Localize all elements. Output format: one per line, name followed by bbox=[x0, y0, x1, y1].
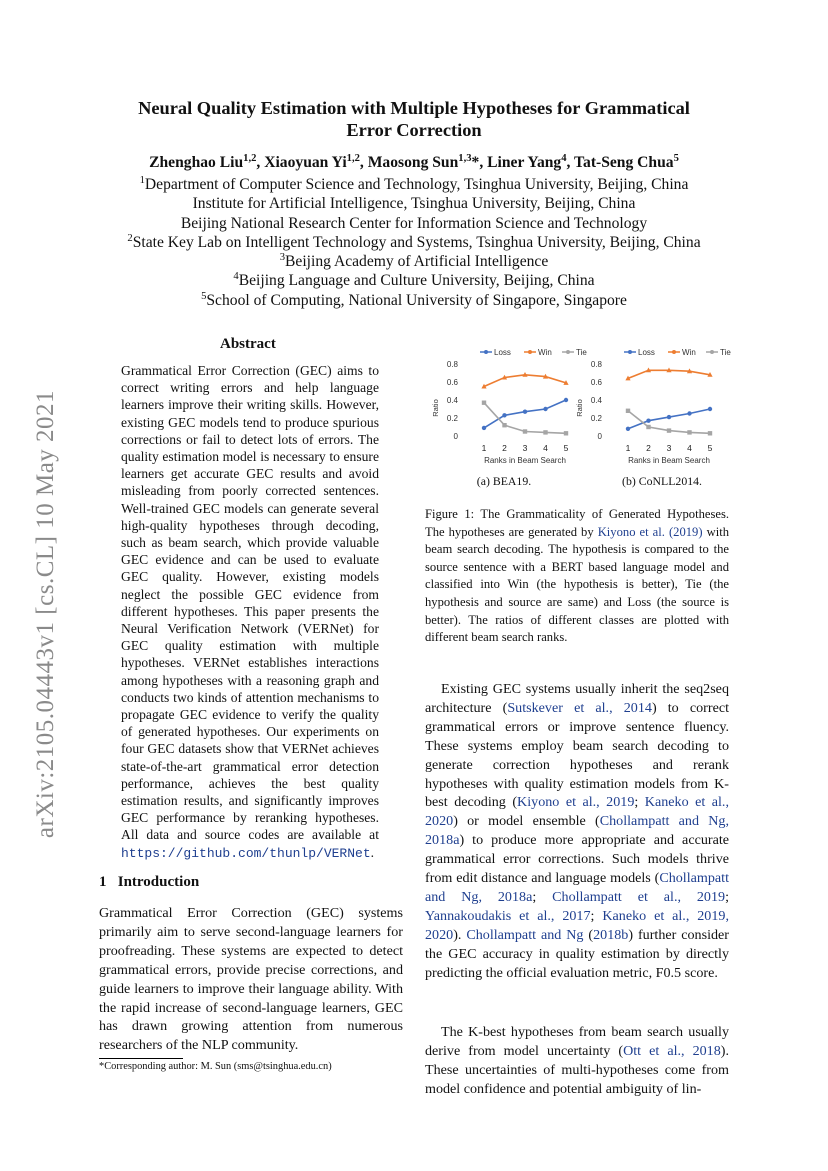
legend-label-win: Win bbox=[682, 348, 696, 357]
x-tick-label: 2 bbox=[502, 443, 507, 453]
citation-link[interactable]: Yannakoudakis et al., 2017 bbox=[425, 907, 591, 924]
x-tick-label: 3 bbox=[666, 443, 672, 453]
introduction-paragraph: Grammatical Error Correction (GEC) systems primarily aim to serve second-language learners for proofreading. These systems are expected to detect grammatical errors, provide precise corrections, and guide learners to improve their language ability. With the rapid increase of second-language learners, GEC has drawn growing attention from numerous researchers of the NLP community. bbox=[99, 905, 403, 1054]
author-affiliation-mark: 1,3 bbox=[458, 152, 472, 164]
legend-marker bbox=[628, 350, 632, 354]
affiliation-list bbox=[60, 175, 768, 310]
legend-marker bbox=[484, 350, 488, 354]
text-run: ( bbox=[583, 926, 594, 943]
data-point-loss bbox=[523, 410, 527, 414]
citation-link[interactable]: Kiyono et al., 2019 bbox=[517, 794, 635, 811]
text-run: ; bbox=[725, 888, 729, 905]
y-axis-label: Ratio bbox=[431, 399, 440, 417]
affiliation-line: $^1$Department of Computer Science and Technology, Tsinghua University, Beijing, China bbox=[139, 174, 689, 193]
text-run: ). bbox=[453, 926, 467, 943]
data-point-tie bbox=[523, 429, 527, 433]
x-tick-label: 2 bbox=[646, 443, 651, 453]
legend-marker bbox=[528, 350, 532, 354]
legend-label-loss: Loss bbox=[494, 348, 511, 357]
author-name: Zhenghao Liu bbox=[149, 154, 244, 171]
text-run: with beam search decoding. The hypothesis is compared to the source sentence with a BERT based language model and classified into Win (the hypothesis is better), Tie (the hypothesis and source are same) and Loss (the source is better). The ratios of different classes are plotted with different beam search ranks. bbox=[425, 524, 729, 645]
x-tick-label: 4 bbox=[543, 443, 548, 453]
chart-conll2014 bbox=[568, 340, 731, 470]
subcaption-bea19: (a) BEA19. bbox=[476, 474, 532, 488]
data-point-tie bbox=[687, 430, 691, 434]
section-number: 1 bbox=[99, 874, 107, 890]
text-run: ). These uncertainties of multi-hypotheses come from model confidence and potential ambiguity of lin- bbox=[425, 1042, 729, 1097]
data-point-tie bbox=[502, 423, 506, 427]
y-tick-label: 0.2 bbox=[446, 414, 458, 423]
x-tick-label: 5 bbox=[563, 443, 569, 453]
x-tick-label: 3 bbox=[522, 443, 528, 453]
citation-link[interactable]: Chollampatt and Ng bbox=[466, 926, 584, 943]
text-run: ) to produce more appropriate and accurate grammatical error corrections. Such models thrive from edit distance and language models ( bbox=[425, 832, 729, 887]
y-axis-label: Ratio bbox=[575, 399, 584, 417]
figure-caption bbox=[425, 506, 729, 647]
abstract-text: Grammatical Error Correction (GEC) aims to correct writing errors and help language learners improve their writing skills. However, existing GEC models tend to produce spurious corrections or fail to detect lots of errors. The quality estimation model is necessary to ensure learners get accurate GEC results and avoid misleading from poorly corrected sentences. Well-trained GEC models can generate several high-quality hypotheses through decoding, such as beam search, which provide valuable GEC evidence and can be used to evaluate GEC quality. However, existing models neglect the possible GEC evidence from different hypotheses. This paper presents the Neural Verification Network (VERNet) for GEC quality estimation with multiple hypotheses. VERNet establishes interactions among hypotheses with a reasoning graph and conducts two kinds of attention mechanisms to propagate GEC evidence to verify the quality of generated hypotheses. Our experiments on four GEC datasets show that VERNet achieves state-of-the-art grammatical error detection performance, achieves the best quality estimation results, and significantly improves GEC performance by reranking hypotheses. All data and source codes are available at bbox=[121, 363, 379, 843]
data-point-tie bbox=[626, 409, 630, 413]
text-run: Figure 1: The Grammaticality of Generated Hypotheses. The hypotheses are generated by bbox=[425, 507, 729, 539]
y-tick-label: 0 bbox=[597, 432, 602, 441]
text-run: ) further consider the GEC accuracy in quality estimation by directly predicting the official evaluation metric, F0.5 score. bbox=[425, 926, 729, 981]
abstract-body bbox=[121, 362, 379, 862]
affiliation-line: $^5$School of Computing, National University of Singapore, Singapore bbox=[201, 290, 627, 309]
citation-link[interactable]: Kaneko et al., 2019, 2020 bbox=[425, 907, 729, 943]
footnote: *Corresponding author: M. Sun (sms@tsinghua.edu.cn) bbox=[99, 1061, 332, 1072]
text-run: ; bbox=[590, 907, 603, 924]
affiliation-line: $^2$State Key Lab on Intelligent Technology and Systems, Tsinghua University, Beijing, China bbox=[127, 232, 701, 251]
citation-link[interactable]: Chollampatt and Ng, 2018a bbox=[425, 813, 729, 849]
y-tick-label: 0.8 bbox=[590, 360, 602, 369]
data-point-tie bbox=[708, 431, 712, 435]
title-line: Error Correction bbox=[346, 120, 482, 140]
author-list: Zhenghao Liu$^{1,2}$, Xiaoyuan Yi$^{1,2}$, Maosong Sun$^{1,3}$*, Liner Yang$^4$, Tat-Seng Chua$^5$ bbox=[149, 152, 679, 171]
author-affiliation-mark: 1,2 bbox=[346, 152, 360, 164]
legend-label-win: Win bbox=[538, 348, 552, 357]
abstract-end: . bbox=[370, 844, 375, 860]
legend-label-tie: Tie bbox=[576, 348, 587, 357]
citation-link[interactable]: 2018b bbox=[593, 926, 629, 943]
text-run: The K-best hypotheses from beam search usually derive from model uncertainty ( bbox=[425, 1024, 729, 1059]
citation-link[interactable]: Sutskever et al., 2014 bbox=[507, 699, 652, 716]
author-name: Tat-Seng Chua bbox=[574, 154, 674, 171]
x-tick-label: 1 bbox=[625, 443, 631, 453]
author-name: Liner Yang bbox=[487, 154, 562, 171]
data-point-loss bbox=[482, 426, 486, 430]
series-line-tie bbox=[484, 403, 566, 434]
author-affiliation-mark: 4 bbox=[561, 152, 567, 164]
x-tick-label: 1 bbox=[481, 443, 487, 453]
right-paragraph-1 bbox=[425, 680, 729, 983]
text-run: ) or model ensemble ( bbox=[453, 813, 600, 830]
y-tick-label: 0.4 bbox=[590, 396, 602, 405]
author-name: Maosong Sun bbox=[367, 154, 459, 171]
x-tick-label: 4 bbox=[687, 443, 692, 453]
x-axis-label: Ranks in Beam Search bbox=[484, 456, 566, 465]
data-point-loss bbox=[646, 419, 650, 423]
citation-link[interactable]: Ott et al., 2018 bbox=[623, 1042, 721, 1059]
text-run: ) to correct grammatical errors or improve sentence fluency. These systems employ beam search decoding to generate correction hypotheses and rerank hypotheses with quality estimation models from K-best decoding ( bbox=[425, 699, 729, 811]
data-point-loss bbox=[687, 411, 691, 415]
y-tick-label: 0.4 bbox=[446, 396, 458, 405]
abstract-heading: Abstract bbox=[220, 336, 276, 352]
citation-link[interactable]: Chollampatt and Ng, 2018a bbox=[425, 870, 729, 905]
section-title: Introduction bbox=[117, 874, 200, 890]
legend-label-tie: Tie bbox=[720, 348, 731, 357]
y-tick-label: 0.2 bbox=[590, 414, 602, 423]
affiliation-line: $^3$Beijing Academy of Artificial Intelligence bbox=[279, 252, 549, 271]
data-point-loss bbox=[667, 415, 671, 419]
code-repo-link[interactable]: https://github.com/thunlp/VERNet bbox=[121, 845, 371, 861]
citation-link[interactable]: Kaneko et al., 2020 bbox=[425, 794, 729, 830]
legend-marker bbox=[672, 350, 676, 354]
section-heading-introduction bbox=[99, 874, 199, 891]
x-axis-label: Ranks in Beam Search bbox=[628, 456, 710, 465]
author-affiliation-mark: 1,2 bbox=[243, 152, 257, 164]
legend-label-loss: Loss bbox=[638, 348, 655, 357]
series-line-loss bbox=[484, 400, 566, 428]
citation-link[interactable]: Kiyono et al. (2019) bbox=[597, 524, 703, 539]
subcaption-conll2014: (b) CoNLL2014. bbox=[622, 474, 702, 488]
data-point-loss bbox=[626, 427, 630, 431]
title-line: Neural Quality Estimation with Multiple Hypotheses for Grammatical bbox=[138, 98, 690, 118]
author-affiliation-mark: 5 bbox=[673, 152, 679, 164]
right-paragraph-2 bbox=[425, 1023, 729, 1099]
data-point-loss bbox=[502, 413, 506, 417]
chart-bea19 bbox=[424, 340, 587, 470]
data-point-loss bbox=[543, 407, 547, 411]
data-point-tie bbox=[667, 428, 671, 432]
y-tick-label: 0.6 bbox=[590, 378, 602, 387]
text-run: ; bbox=[532, 888, 553, 905]
footnote-rule bbox=[99, 1058, 183, 1059]
affiliation-line: Beijing National Research Center for Information Science and Technology bbox=[180, 214, 648, 232]
arxiv-identifier: arXiv:2105.04443v1 [cs.CL] 10 May 2021 bbox=[32, 389, 59, 839]
affiliation-line: Institute for Artificial Intelligence, Tsinghua University, Beijing, China bbox=[192, 195, 636, 213]
y-tick-label: 0 bbox=[453, 432, 458, 441]
data-point-tie bbox=[482, 401, 486, 405]
y-tick-label: 0.6 bbox=[446, 378, 458, 387]
data-point-tie bbox=[543, 430, 547, 434]
paper-title bbox=[90, 97, 738, 141]
citation-link[interactable]: Chollampatt et al., 2019 bbox=[552, 888, 726, 905]
legend-marker bbox=[710, 350, 714, 354]
text-run: Existing GEC systems usually inherit the seq2seq architecture ( bbox=[425, 681, 729, 716]
affiliation-line: $^4$Beijing Language and Culture University, Beijing, China bbox=[233, 271, 595, 290]
x-tick-label: 5 bbox=[707, 443, 713, 453]
author-name: Xiaoyuan Yi bbox=[264, 154, 347, 171]
data-point-tie bbox=[646, 425, 650, 429]
data-point-loss bbox=[708, 407, 712, 411]
y-tick-label: 0.8 bbox=[446, 360, 458, 369]
text-run: ; bbox=[634, 794, 645, 811]
